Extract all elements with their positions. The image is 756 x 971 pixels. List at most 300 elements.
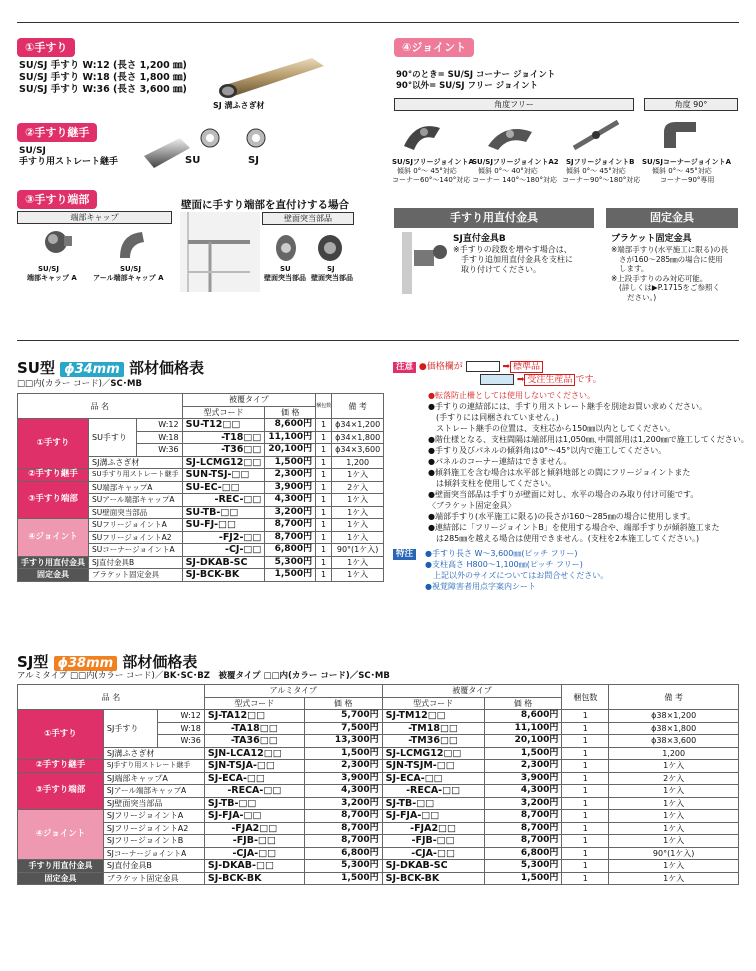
bracket-title: ブラケット固定金具: [611, 234, 692, 244]
note-4: ストレート継手の位置は、支柱芯から150㎜以内としてください。: [428, 424, 676, 433]
table-cell: 3,900円: [265, 481, 316, 494]
table-cell: SJ直付金具B: [89, 556, 183, 569]
note-14: は285㎜を越える場合は使用できません。(支柱を2本施工してください。): [428, 534, 700, 543]
special-2: ●支柱高さ H800～1,100㎜(ピッチ フリー): [425, 560, 583, 569]
table-row: [18, 519, 384, 532]
joint-b-cap-1: SJフリージョイントB: [566, 158, 635, 166]
note-1: ●転落防止柵としては使用しないでください。: [428, 391, 595, 400]
bar-fixing-fitting: 固定金具: [606, 208, 738, 228]
table-cell: W:18: [157, 722, 204, 735]
bracket-note-3: します。: [619, 264, 649, 273]
table-row: [18, 556, 384, 569]
table-cell: SJコーナージョイントA: [103, 847, 204, 860]
table-cell: 8,700円: [304, 822, 382, 835]
su-price-table: [17, 393, 384, 582]
table-cell: 1,500円: [265, 456, 316, 469]
end-cap-a-image: [38, 228, 78, 258]
wall-su-caption-2: 壁面突当部品: [264, 274, 306, 282]
corner-joint-cap-2: 傾斜 0°～ 45°対応: [652, 167, 712, 175]
table-cell: 1ケ入: [332, 469, 384, 482]
table-cell: 6,800円: [265, 544, 316, 557]
table-cell: SJ直付金具B: [103, 860, 204, 873]
direct-fitting-note-3: 取り付けてください。: [461, 265, 541, 274]
table-cell: 価 格: [484, 697, 562, 710]
note-13: ●連結部に「フリージョイントB」を使用する場合や、端部手すりが傾斜施工また: [428, 523, 720, 532]
table-cell: 8,700円: [484, 810, 562, 823]
table-cell: 1: [562, 735, 609, 748]
table-cell: 3,200円: [304, 797, 382, 810]
bracket-note-5: (詳しくは▶P.1715をご参照く: [619, 283, 721, 292]
table-row: [18, 469, 384, 482]
handrail-line-3: SU/SJ 手すり W:36 (長さ 3,600 ㎜): [19, 84, 187, 95]
handrail-rail-image: [212, 52, 332, 102]
table-cell: ブラケット固定金具: [103, 872, 204, 885]
table-cell: SU-FJ-□□: [182, 519, 265, 532]
joint-a-cap-3: コーナー60°～140°対応: [392, 176, 471, 184]
price-legend: 注意 ●価格欄が ➡ 標準品: [393, 361, 543, 373]
table-cell: ϕ38×1,200: [609, 710, 739, 723]
table-cell: -TM18□□: [382, 722, 484, 735]
table-cell: -FJB-□□: [204, 835, 304, 848]
note-7: ●パネルのコーナー連結はできません。: [428, 457, 572, 466]
table-cell: SJ溝ふさぎ材: [103, 747, 204, 760]
table-cell: SJ-DKAB-SC: [382, 860, 484, 873]
table-cell: 手すり用直付金具: [18, 860, 104, 873]
table-cell: 1,500円: [484, 872, 562, 885]
table-cell: 価 格: [304, 697, 382, 710]
note-3: (手すりには同梱されていません。): [428, 413, 559, 422]
table-row: [18, 797, 739, 810]
table-row: [18, 847, 739, 860]
end-cap-a-caption-1: SU/SJ: [38, 265, 59, 273]
table-cell: 3,200円: [484, 797, 562, 810]
table-cell: 8,700円: [265, 531, 316, 544]
table-row: [18, 419, 384, 432]
wall-sj-caption-1: SJ: [327, 265, 335, 273]
table-row: [18, 685, 739, 698]
note-6: ●手すり及びパネルの傾斜角は0°～45°以内で施工してください。: [428, 446, 667, 455]
table-cell: -CJ-□□: [182, 544, 265, 557]
table-cell: 1: [562, 785, 609, 798]
table-cell: 備 考: [332, 394, 384, 419]
table-cell: -RECA-□□: [382, 785, 484, 798]
joint-a2-cap-3: コーナー 140°～180°対応: [472, 176, 557, 184]
tokuchu-tag: 特注: [393, 549, 416, 560]
table-cell: ϕ34×1,800: [332, 431, 384, 444]
table-cell: SU-TB-□□: [182, 506, 265, 519]
table-row: [18, 747, 739, 760]
table-cell: 3,900円: [304, 772, 382, 785]
round-end-cap-image: [112, 226, 152, 260]
table-cell: ϕ34×3,600: [332, 444, 384, 457]
table-cell: 1: [316, 506, 332, 519]
table-cell: W:36: [136, 444, 182, 457]
table-cell: -FJB-□□: [382, 835, 484, 848]
section-label-end: ③手すり端部: [17, 190, 97, 209]
joint-sj-label: SJ: [248, 155, 259, 166]
table-cell: 1: [316, 531, 332, 544]
table-cell: 固定金具: [18, 569, 89, 582]
table-cell: -FJA2□□: [204, 822, 304, 835]
table-row: [18, 860, 739, 873]
table-cell: SJ-LCMG12□□: [382, 747, 484, 760]
table-row: [18, 710, 739, 723]
table-cell: 1ケ入: [609, 785, 739, 798]
table-cell: SU壁面突当部品: [89, 506, 183, 519]
table-cell: ③手すり端部: [18, 772, 104, 810]
table-cell: 1ケ入: [609, 810, 739, 823]
table-cell: SJ-TB-□□: [204, 797, 304, 810]
joint-a2-cap-1: SU/SJフリージョイントA2: [472, 158, 559, 166]
table-cell: SU手すり用ストレート継手: [89, 469, 183, 482]
table-cell: 1: [316, 431, 332, 444]
handrail-line-1: SU/SJ 手すり W:12 (長さ 1,200 ㎜): [19, 60, 187, 71]
table-cell: 6,800円: [484, 847, 562, 860]
table-cell: SJ-DKAB-□□: [204, 860, 304, 873]
table-cell: 5,300円: [304, 860, 382, 873]
table-cell: 2,300円: [304, 760, 382, 773]
table-cell: ①手すり: [18, 419, 89, 469]
table-cell: 1ケ入: [332, 569, 384, 582]
joint-a2-cap-2: 傾斜 0°～ 40°対応: [478, 167, 538, 175]
table-cell: SJ手すり: [103, 710, 157, 748]
table-cell: -TM36□□: [382, 735, 484, 748]
table-cell: 13,300円: [304, 735, 382, 748]
table-cell: 1ケ入: [332, 506, 384, 519]
table-cell: 1: [562, 710, 609, 723]
table-cell: ④ジョイント: [18, 519, 89, 557]
table-row: [18, 810, 739, 823]
table-cell: 1,500円: [484, 747, 562, 760]
table-cell: 1: [562, 847, 609, 860]
table-cell: 1,500円: [304, 747, 382, 760]
table-cell: -TA18□□: [204, 722, 304, 735]
joint-su-label: SU: [185, 155, 201, 166]
table-cell: SJ-BCK-BK: [382, 872, 484, 885]
table-cell: 6,800円: [304, 847, 382, 860]
table-cell: SJフリージョイントB: [103, 835, 204, 848]
table-cell: 4,300円: [484, 785, 562, 798]
table-row: [18, 872, 739, 885]
table-cell: SJ-ECA-□□: [204, 772, 304, 785]
table-cell: 8,700円: [484, 822, 562, 835]
table-cell: ϕ38×1,800: [609, 722, 739, 735]
direct-fitting-image: [396, 232, 454, 294]
table-cell: 1: [562, 810, 609, 823]
table-cell: 備 考: [609, 685, 739, 710]
table-cell: 8,700円: [265, 519, 316, 532]
table-cell: 2,300円: [484, 760, 562, 773]
direct-fitting-note-2: 手すり追加用直付金具を支柱に: [461, 255, 573, 264]
table-cell: 8,600円: [484, 710, 562, 723]
note-10: ●壁面突当部品は手すりが壁面に対し、水平の場合のみ取り付け可能です。: [428, 490, 699, 499]
standard-label: 標準品: [510, 361, 543, 373]
section-label-handrail: ①手すり: [17, 38, 75, 57]
caution-tag: 注意: [393, 362, 416, 373]
table-cell: SJ溝ふさぎ材: [89, 456, 183, 469]
table-cell: 3,900円: [484, 772, 562, 785]
end-cap-a-caption-2: 端部キャップ A: [27, 274, 77, 282]
bracket-note-6: ださい。): [627, 292, 657, 302]
table-cell: SJN-LCA12□□: [204, 747, 304, 760]
table-cell: -CJA-□□: [382, 847, 484, 860]
table-cell: 1: [316, 444, 332, 457]
table-cell: W:18: [136, 431, 182, 444]
table-cell: 型式コード: [204, 697, 304, 710]
table-cell: 1: [562, 747, 609, 760]
order-legend: ➡ 受注生産品 です。: [480, 374, 602, 386]
bar-direct-fitting: 手すり用直付金具: [394, 208, 594, 228]
sj-table-subtitle: アルミタイプ □□内(カラー コード)／BK･SC･BZ 被覆タイプ □□内(カラー コード)／SC･MB: [17, 671, 390, 681]
table-cell: 4,300円: [304, 785, 382, 798]
table-cell: SJ端部キャップA: [103, 772, 204, 785]
table-cell: -FJA2□□: [382, 822, 484, 835]
table-cell: 被覆タイプ: [182, 394, 316, 407]
table-cell: 1: [316, 481, 332, 494]
table-cell: 2,300円: [265, 469, 316, 482]
note-9: は傾斜支柱を使用してください。: [428, 479, 556, 488]
table-cell: アルミタイプ: [204, 685, 382, 698]
bracket-note-4: ※上段手すりのみ対応可能。: [611, 273, 708, 283]
table-cell: 1: [562, 760, 609, 773]
end-cap-box: 端部キャップ: [17, 211, 172, 224]
table-row: [18, 785, 739, 798]
table-row: [18, 760, 739, 773]
table-cell: 8,700円: [484, 835, 562, 848]
table-cell: -REC-□□: [182, 494, 265, 507]
joint-a-cap-1: SU/SJフリージョイントA: [392, 158, 474, 166]
table-row: [18, 394, 384, 407]
table-cell: SU-T12□□: [182, 419, 265, 432]
table-cell: -T18□□: [182, 431, 265, 444]
table-cell: SUアール端部キャップA: [89, 494, 183, 507]
table-row: [18, 822, 739, 835]
table-cell: 1,200: [332, 456, 384, 469]
table-cell: -FJ2-□□: [182, 531, 265, 544]
table-cell: W:12: [157, 710, 204, 723]
bracket-note-1: ※端部手すり(水平施工に限る)の長: [611, 245, 729, 254]
table-cell: 型式コード: [382, 697, 484, 710]
table-cell: 1: [562, 835, 609, 848]
top-rule: [17, 22, 739, 23]
section-label-joint: ②手すり継手: [17, 123, 97, 142]
table-cell: 1: [562, 722, 609, 735]
table-row: [18, 772, 739, 785]
table-cell: SJ-BCK-BK: [204, 872, 304, 885]
corner-joint-cap-3: コーナー90°専用: [660, 176, 715, 184]
special-3: 上記以外のサイズについてはお問合せください。: [425, 571, 609, 580]
table-cell: 90°(1ケ入): [332, 544, 384, 557]
round-cap-caption-1: SU/SJ: [120, 265, 141, 273]
table-cell: 20,100円: [484, 735, 562, 748]
round-cap-caption-2: アール端部キャップ A: [93, 274, 164, 282]
table-cell: 1: [316, 569, 332, 582]
table-cell: SJ壁面突当部品: [103, 797, 204, 810]
table-cell: 1ケ入: [332, 494, 384, 507]
table-cell: 1: [562, 772, 609, 785]
wall-sj-caption-2: 壁面突当部品: [311, 274, 353, 282]
table-cell: SJ-FJA-□□: [382, 810, 484, 823]
table-cell: SJ手すり用ストレート継手: [103, 760, 204, 773]
joint-line-1: SU/SJ: [19, 146, 46, 156]
table-cell: SJ-TM12□□: [382, 710, 484, 723]
table-cell: 5,700円: [304, 710, 382, 723]
table-cell: 梱包数: [316, 394, 332, 419]
table-cell: 1,500円: [304, 872, 382, 885]
section-label-joint4: ④ジョイント: [394, 38, 474, 57]
joint-b-cap-2: 傾斜 0°～ 45°対応: [566, 167, 626, 175]
table-cell: SJ-TB-□□: [382, 797, 484, 810]
table-cell: 手すり用直付金具: [18, 556, 89, 569]
table-cell: 1: [316, 469, 332, 482]
table-cell: 4,300円: [265, 494, 316, 507]
table-cell: 20,100円: [265, 444, 316, 457]
wall-mount-title: 壁面に手すり端部を直付けする場合: [181, 199, 349, 211]
table-cell: 1ケ入: [609, 822, 739, 835]
table-cell: 8,700円: [304, 810, 382, 823]
table-cell: SJ-TA12□□: [204, 710, 304, 723]
direct-fitting-note-1: ※手すりの段数を増やす場合は、: [453, 245, 572, 254]
table-cell: SJフリージョイントA2: [103, 822, 204, 835]
table-cell: W:36: [157, 735, 204, 748]
table-cell: -TA36□□: [204, 735, 304, 748]
note-11: 〈ブラケット固定金具〉: [428, 501, 516, 510]
su-table-subtitle: □□内(カラー コード)／SC･MB: [17, 379, 142, 389]
table-cell: ϕ38×3,600: [609, 735, 739, 748]
note-2: ●手すりの連結部には、手すり用ストレート継手を別途お買い求めください。: [428, 402, 707, 411]
table-cell: 1ケ入: [609, 835, 739, 848]
table-cell: 1: [316, 544, 332, 557]
table-cell: SU手すり: [89, 419, 137, 457]
table-cell: 1: [316, 556, 332, 569]
table-cell: W:12: [136, 419, 182, 432]
table-cell: 1ケ入: [332, 556, 384, 569]
table-cell: 価 格: [265, 406, 316, 419]
joint-line-2: 手すり用ストレート継手: [19, 157, 119, 167]
table-row: [18, 569, 384, 582]
bracket-note-2: さが160～285㎜の場合に使用: [619, 254, 723, 264]
table-cell: 1ケ入: [609, 760, 739, 773]
corner-joint-cap-1: SU/SJコーナージョイントA: [642, 158, 732, 166]
table-cell: ①手すり: [18, 710, 104, 760]
table-cell: 1: [562, 872, 609, 885]
mid-rule: [17, 340, 739, 341]
table-cell: SJフリージョイントA: [103, 810, 204, 823]
table-cell: 品 名: [18, 685, 205, 710]
note-5: ●階仕様となる、支柱間隔は端部用は1,050㎜､中間部用は1,200㎜で施工してください。: [428, 435, 749, 444]
table-cell: SU-EC-□□: [182, 481, 265, 494]
table-cell: 7,500円: [304, 722, 382, 735]
table-cell: 8,700円: [304, 835, 382, 848]
table-cell: 型式コード: [182, 406, 265, 419]
table-cell: 1: [316, 494, 332, 507]
table-cell: SUN-TSJ-□□: [182, 469, 265, 482]
table-row: [18, 835, 739, 848]
table-cell: 1,200: [609, 747, 739, 760]
table-cell: 5,300円: [265, 556, 316, 569]
table-cell: 2ケ入: [609, 772, 739, 785]
table-cell: 1ケ入: [609, 860, 739, 873]
table-cell: SJ-FJA-□□: [204, 810, 304, 823]
table-cell: 1: [316, 419, 332, 432]
table-cell: -T36□□: [182, 444, 265, 457]
table-cell: 1: [562, 797, 609, 810]
table-cell: 5,300円: [484, 860, 562, 873]
handrail-line-2: SU/SJ 手すり W:18 (長さ 1,800 ㎜): [19, 72, 187, 83]
table-cell: 1ケ入: [609, 872, 739, 885]
wall-part-images: [264, 232, 354, 264]
wall-su-caption-1: SU: [280, 265, 291, 273]
table-cell: 被覆タイプ: [382, 685, 562, 698]
table-cell: SJアール端部キャップA: [103, 785, 204, 798]
table-cell: SJ-DKAB-SC: [182, 556, 265, 569]
note-12: ●端部手すり(水平施工に限る)の長さが160～285㎜の場合に使用します。: [428, 512, 696, 521]
table-cell: SJN-TSJA-□□: [204, 760, 304, 773]
table-cell: ④ジョイント: [18, 810, 104, 860]
table-cell: SU端部キャップA: [89, 481, 183, 494]
table-cell: 11,100円: [265, 431, 316, 444]
table-cell: 3,200円: [265, 506, 316, 519]
table-cell: 固定金具: [18, 872, 104, 885]
direct-fitting-title: SJ直付金具B: [453, 234, 506, 244]
joint-a-cap-2: 傾斜 0°～ 45°対応: [397, 167, 457, 175]
table-cell: 2ケ入: [332, 481, 384, 494]
wall-part-box: 壁面突当部品: [262, 212, 354, 225]
table-cell: -RECA-□□: [204, 785, 304, 798]
special-4: ●視覚障害者用点字案内シート: [425, 582, 536, 591]
table-cell: 90°(1ケ入): [609, 847, 739, 860]
table-cell: ③手すり端部: [18, 481, 89, 519]
special-1: ●手すり長さ W～3,600㎜(ピッチ フリー): [425, 549, 578, 558]
order-label: 受注生産品: [524, 374, 575, 386]
tokuchu-tag-wrap: [393, 548, 416, 560]
wall-mount-diagram: [180, 212, 260, 292]
joint4-line-1: 90°のとき= SU/SJ コーナー ジョイント: [396, 70, 556, 80]
sj-table-title: SJ型 ϕ38mm 部材価格表: [17, 653, 198, 671]
table-cell: 8,600円: [265, 419, 316, 432]
su-table-title: SU型 ϕ34mm 部材価格表: [17, 359, 205, 377]
table-cell: ②手すり継手: [18, 469, 89, 482]
joint-90-box: 角度 90°: [644, 98, 738, 111]
joint-free-box: 角度フリー: [394, 98, 634, 111]
sj-price-table: [17, 684, 739, 885]
joint4-line-2: 90°以外= SU/SJ フリー ジョイント: [396, 81, 538, 91]
table-cell: -CJA-□□: [204, 847, 304, 860]
table-cell: 1: [562, 860, 609, 873]
table-cell: 1: [562, 822, 609, 835]
table-cell: 品 名: [18, 394, 183, 419]
note-8: ●傾斜施工を含む場合は水平部と傾斜地部との間にフリージョイントまた: [428, 468, 691, 477]
table-cell: SUフリージョイントA: [89, 519, 183, 532]
joint-b-cap-3: コーナー90°～180°対応: [562, 176, 641, 184]
table-cell: SJN-TSJM-□□: [382, 760, 484, 773]
table-cell: 1ケ入: [332, 519, 384, 532]
table-cell: 1: [316, 456, 332, 469]
table-cell: SUコーナージョイントA: [89, 544, 183, 557]
table-cell: SJ-BCK-BK: [182, 569, 265, 582]
handrail-cap-caption: SJ 溝ふさぎ材: [213, 101, 265, 110]
table-row: [18, 481, 384, 494]
table-cell: SUフリージョイントA2: [89, 531, 183, 544]
table-cell: SJ-ECA-□□: [382, 772, 484, 785]
table-cell: 梱包数: [562, 685, 609, 710]
table-cell: 1,500円: [265, 569, 316, 582]
joint-images: [396, 116, 738, 154]
table-cell: ブラケット固定金具: [89, 569, 183, 582]
table-cell: 11,100円: [484, 722, 562, 735]
table-cell: 1ケ入: [609, 797, 739, 810]
table-cell: SJ-LCMG12□□: [182, 456, 265, 469]
